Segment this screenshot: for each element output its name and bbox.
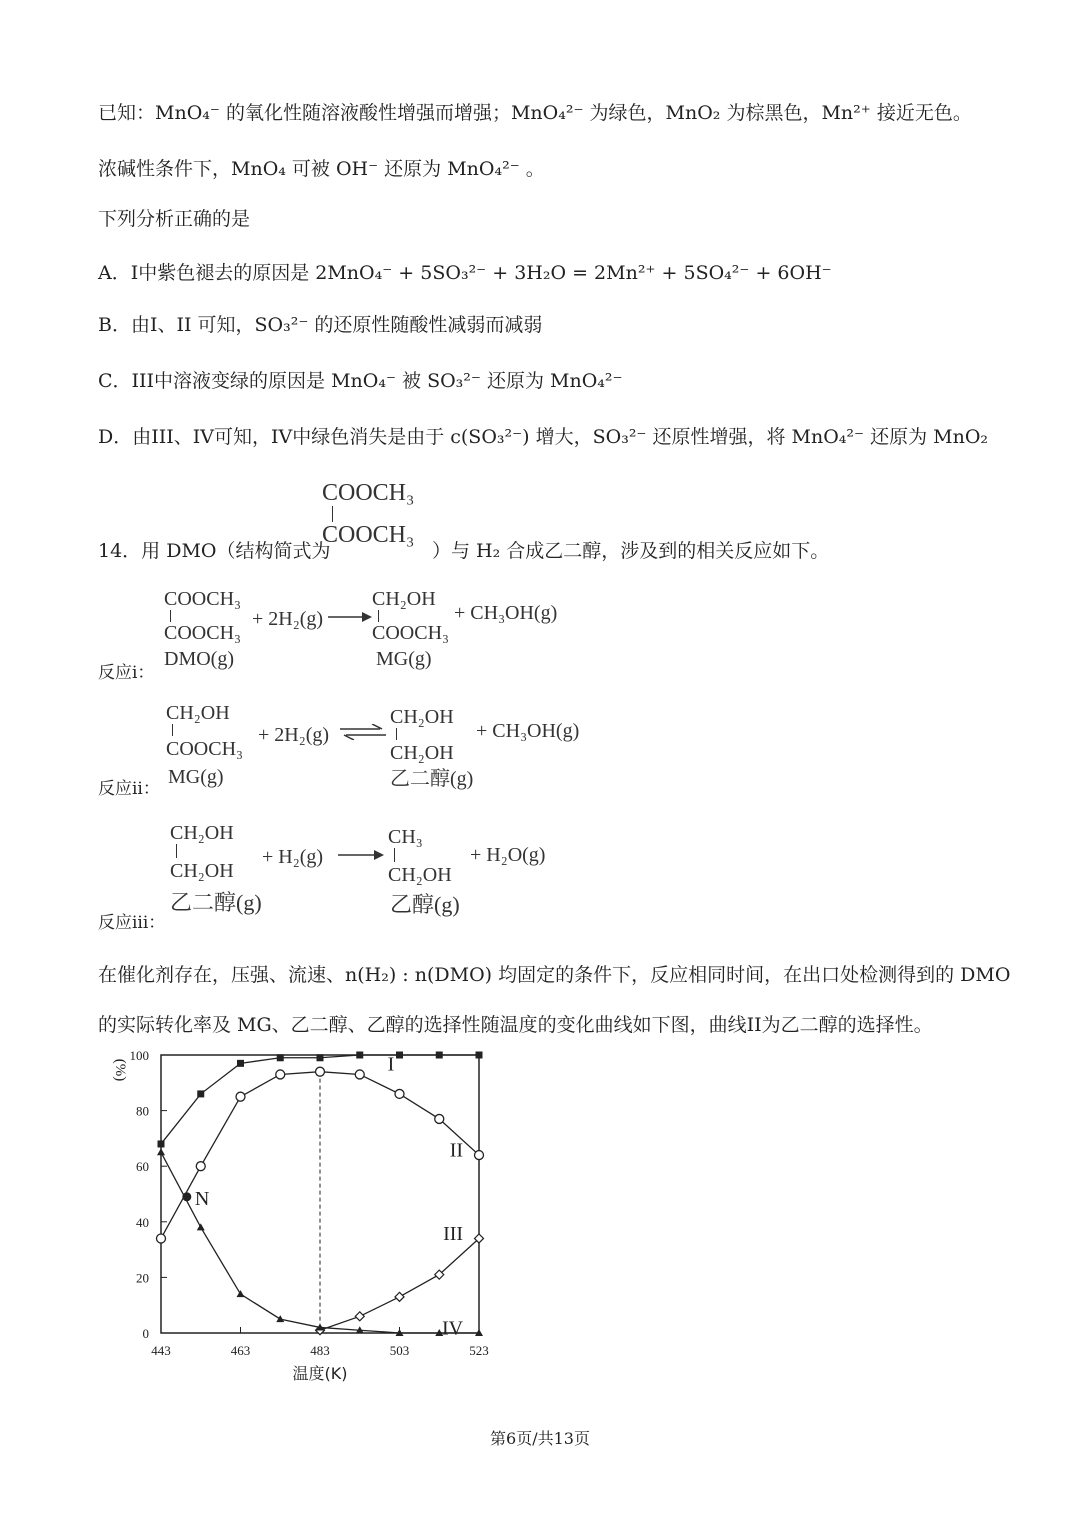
r3-product-top: CH₃ (388, 826, 423, 848)
r3-reactant-bond (176, 844, 177, 858)
r1-reagent: + 2H₂(g) (252, 608, 324, 630)
y-tick-label: 40 (136, 1214, 149, 1230)
r1-product-bottom: COOCH₃ (372, 622, 449, 644)
r1-product-name: MG(g) (376, 648, 432, 670)
r3-product-bond (394, 848, 395, 862)
r1-reactant-bottom: COOCH₃ (164, 622, 241, 644)
r2-product-top: CH₂OH (390, 706, 454, 728)
r2-product-bottom: CH₂OH (390, 742, 454, 764)
r3-product-name: 乙醇(g) (390, 892, 460, 917)
reaction-2 (164, 702, 624, 794)
y-tick-label: 20 (136, 1270, 149, 1286)
q14-prefix: 14．用 DMO（结构简式为 (98, 540, 331, 562)
chart-labels (182, 1053, 463, 1339)
option-d: D．由III、IV可知，IV中绿色消失是由于 c(SO₃²⁻) 增大，SO₃²⁻ 还原性增强，将 MnO₄²⁻ 还原为 MnO₂ (98, 426, 989, 448)
r2-equilibrium-icon (340, 724, 386, 740)
x-tick-label: 443 (151, 1343, 171, 1358)
option-c: C．III中溶液变绿的原因是 MnO₄⁻ 被 SO₃²⁻ 还原为 MnO₄²⁻ (98, 370, 623, 392)
r3-reactant-bottom: CH₂OH (170, 860, 234, 882)
y-tick-label: 60 (136, 1159, 149, 1175)
q14-suffix: ）与 H₂ 合成乙二醇，涉及到的相关反应如下。 (432, 540, 830, 562)
page-footer: 第6页/共13页 (490, 1429, 590, 1448)
x-tick-label: 523 (469, 1343, 489, 1358)
intro-line-1: 已知：MnO₄⁻ 的氧化性随溶液酸性增强而增强；MnO₄²⁻ 为绿色，MnO₂ 为棕黑色，Mn²⁺ 接近无色。 (98, 102, 972, 124)
x-tick-label: 463 (230, 1343, 251, 1358)
series-label-II: II (449, 1139, 464, 1162)
r2-reactant-name: MG(g) (168, 766, 224, 788)
r1-reactant-top: COOCH₃ (164, 588, 241, 610)
option-a: A．I中紫色褪去的原因是 2MnO₄⁻ + 5SO₃²⁻ + 3H₂O = 2Mn²⁺ + 5SO₄²⁻ + 6OH⁻ (98, 262, 832, 284)
selectivity-chart (90, 1040, 510, 1385)
r1-product-top: CH₂OH (372, 588, 436, 610)
point-II (236, 1092, 245, 1101)
r3-product-bottom: CH₂OH (388, 864, 452, 886)
intro-line-2: 浓碱性条件下，MnO₄ 可被 OH⁻ 还原为 MnO₄²⁻ 。 (98, 158, 545, 180)
condition-line-1: 在催化剂存在，压强、流速、n(H₂) : n(DMO) 均固定的条件下，反应相同时间，在出口处检测得到的 DMO (98, 964, 1011, 986)
reaction-3 (168, 822, 628, 922)
point-II (276, 1070, 285, 1079)
x-axis-label: 温度(K) (292, 1364, 348, 1383)
point-II (355, 1070, 364, 1079)
r2-product-bond (396, 728, 397, 740)
point-I (356, 1052, 363, 1059)
r2-byproduct: + CH₃OH(g) (476, 720, 580, 742)
r3-reactant-top: CH₂OH (170, 822, 234, 844)
r1-reactant-name: DMO(g) (164, 648, 234, 670)
point-I (197, 1090, 204, 1097)
point-II (475, 1151, 484, 1160)
point-IV (276, 1315, 284, 1322)
point-I (396, 1052, 403, 1059)
reaction-2-label: 反应ii： (98, 779, 160, 799)
dmo-top: COOCH₃ (322, 480, 415, 506)
r2-reactant-bottom: COOCH₃ (166, 738, 243, 760)
point-II (395, 1089, 404, 1098)
point-I (277, 1054, 284, 1061)
reaction-1 (160, 588, 620, 678)
dmo-bond (332, 506, 333, 522)
r1-arrow-icon (328, 610, 372, 624)
y-tick-label: 80 (136, 1103, 149, 1119)
r1-reactant-bond (170, 610, 171, 622)
condition-line-2: 的实际转化率及 MG、乙二醇、乙醇的选择性随温度的变化曲线如下图，曲线II为乙二醇的选择性。 (98, 1014, 933, 1036)
point-II (196, 1162, 205, 1171)
series-label-IV: IV (441, 1317, 464, 1340)
dmo-bottom: COOCH₃ (322, 522, 415, 548)
point-IV (157, 1148, 165, 1155)
r2-reactant-bond (172, 724, 173, 736)
point-I (317, 1054, 324, 1061)
point-IV (197, 1223, 205, 1230)
reaction-1-label: 反应i： (98, 663, 155, 683)
point-IV (237, 1290, 245, 1297)
x-tick-label: 483 (310, 1343, 330, 1358)
dmo-structure (322, 482, 442, 552)
series-label-III: III (443, 1222, 464, 1245)
intersection-label: N (194, 1187, 210, 1210)
r3-reactant-name: 乙二醇(g) (170, 890, 262, 915)
point-III (355, 1312, 364, 1321)
intro-line-3: 下列分析正确的是 (98, 208, 251, 230)
y-axis-label: (%) (112, 1058, 128, 1082)
option-b: B．由I、II 可知，SO₃²⁻ 的还原性随酸性减弱而减弱 (98, 314, 543, 336)
intersection-point (182, 1192, 191, 1201)
x-tick-label: 503 (389, 1343, 410, 1358)
reaction-3-label: 反应iii： (98, 913, 166, 933)
r2-product-name: 乙二醇(g) (390, 768, 474, 790)
r3-reagent: + H₂(g) (262, 846, 324, 868)
r3-arrow-icon (338, 848, 384, 862)
point-I (436, 1052, 443, 1059)
point-II (435, 1114, 444, 1123)
y-tick-label: 0 (142, 1326, 149, 1341)
y-tick-label: 100 (129, 1048, 149, 1063)
series-label-I: I (387, 1053, 395, 1076)
r3-byproduct: + H₂O(g) (470, 844, 546, 866)
point-III (395, 1292, 404, 1301)
r1-product-bond (378, 610, 379, 622)
point-I (476, 1052, 483, 1059)
r1-byproduct: + CH₃OH(g) (454, 602, 558, 624)
r2-reactant-top: CH₂OH (166, 702, 230, 724)
r2-reagent: + 2H₂(g) (258, 724, 330, 746)
point-II (157, 1234, 166, 1243)
point-I (158, 1140, 165, 1147)
point-I (237, 1060, 244, 1067)
point-II (316, 1067, 325, 1076)
